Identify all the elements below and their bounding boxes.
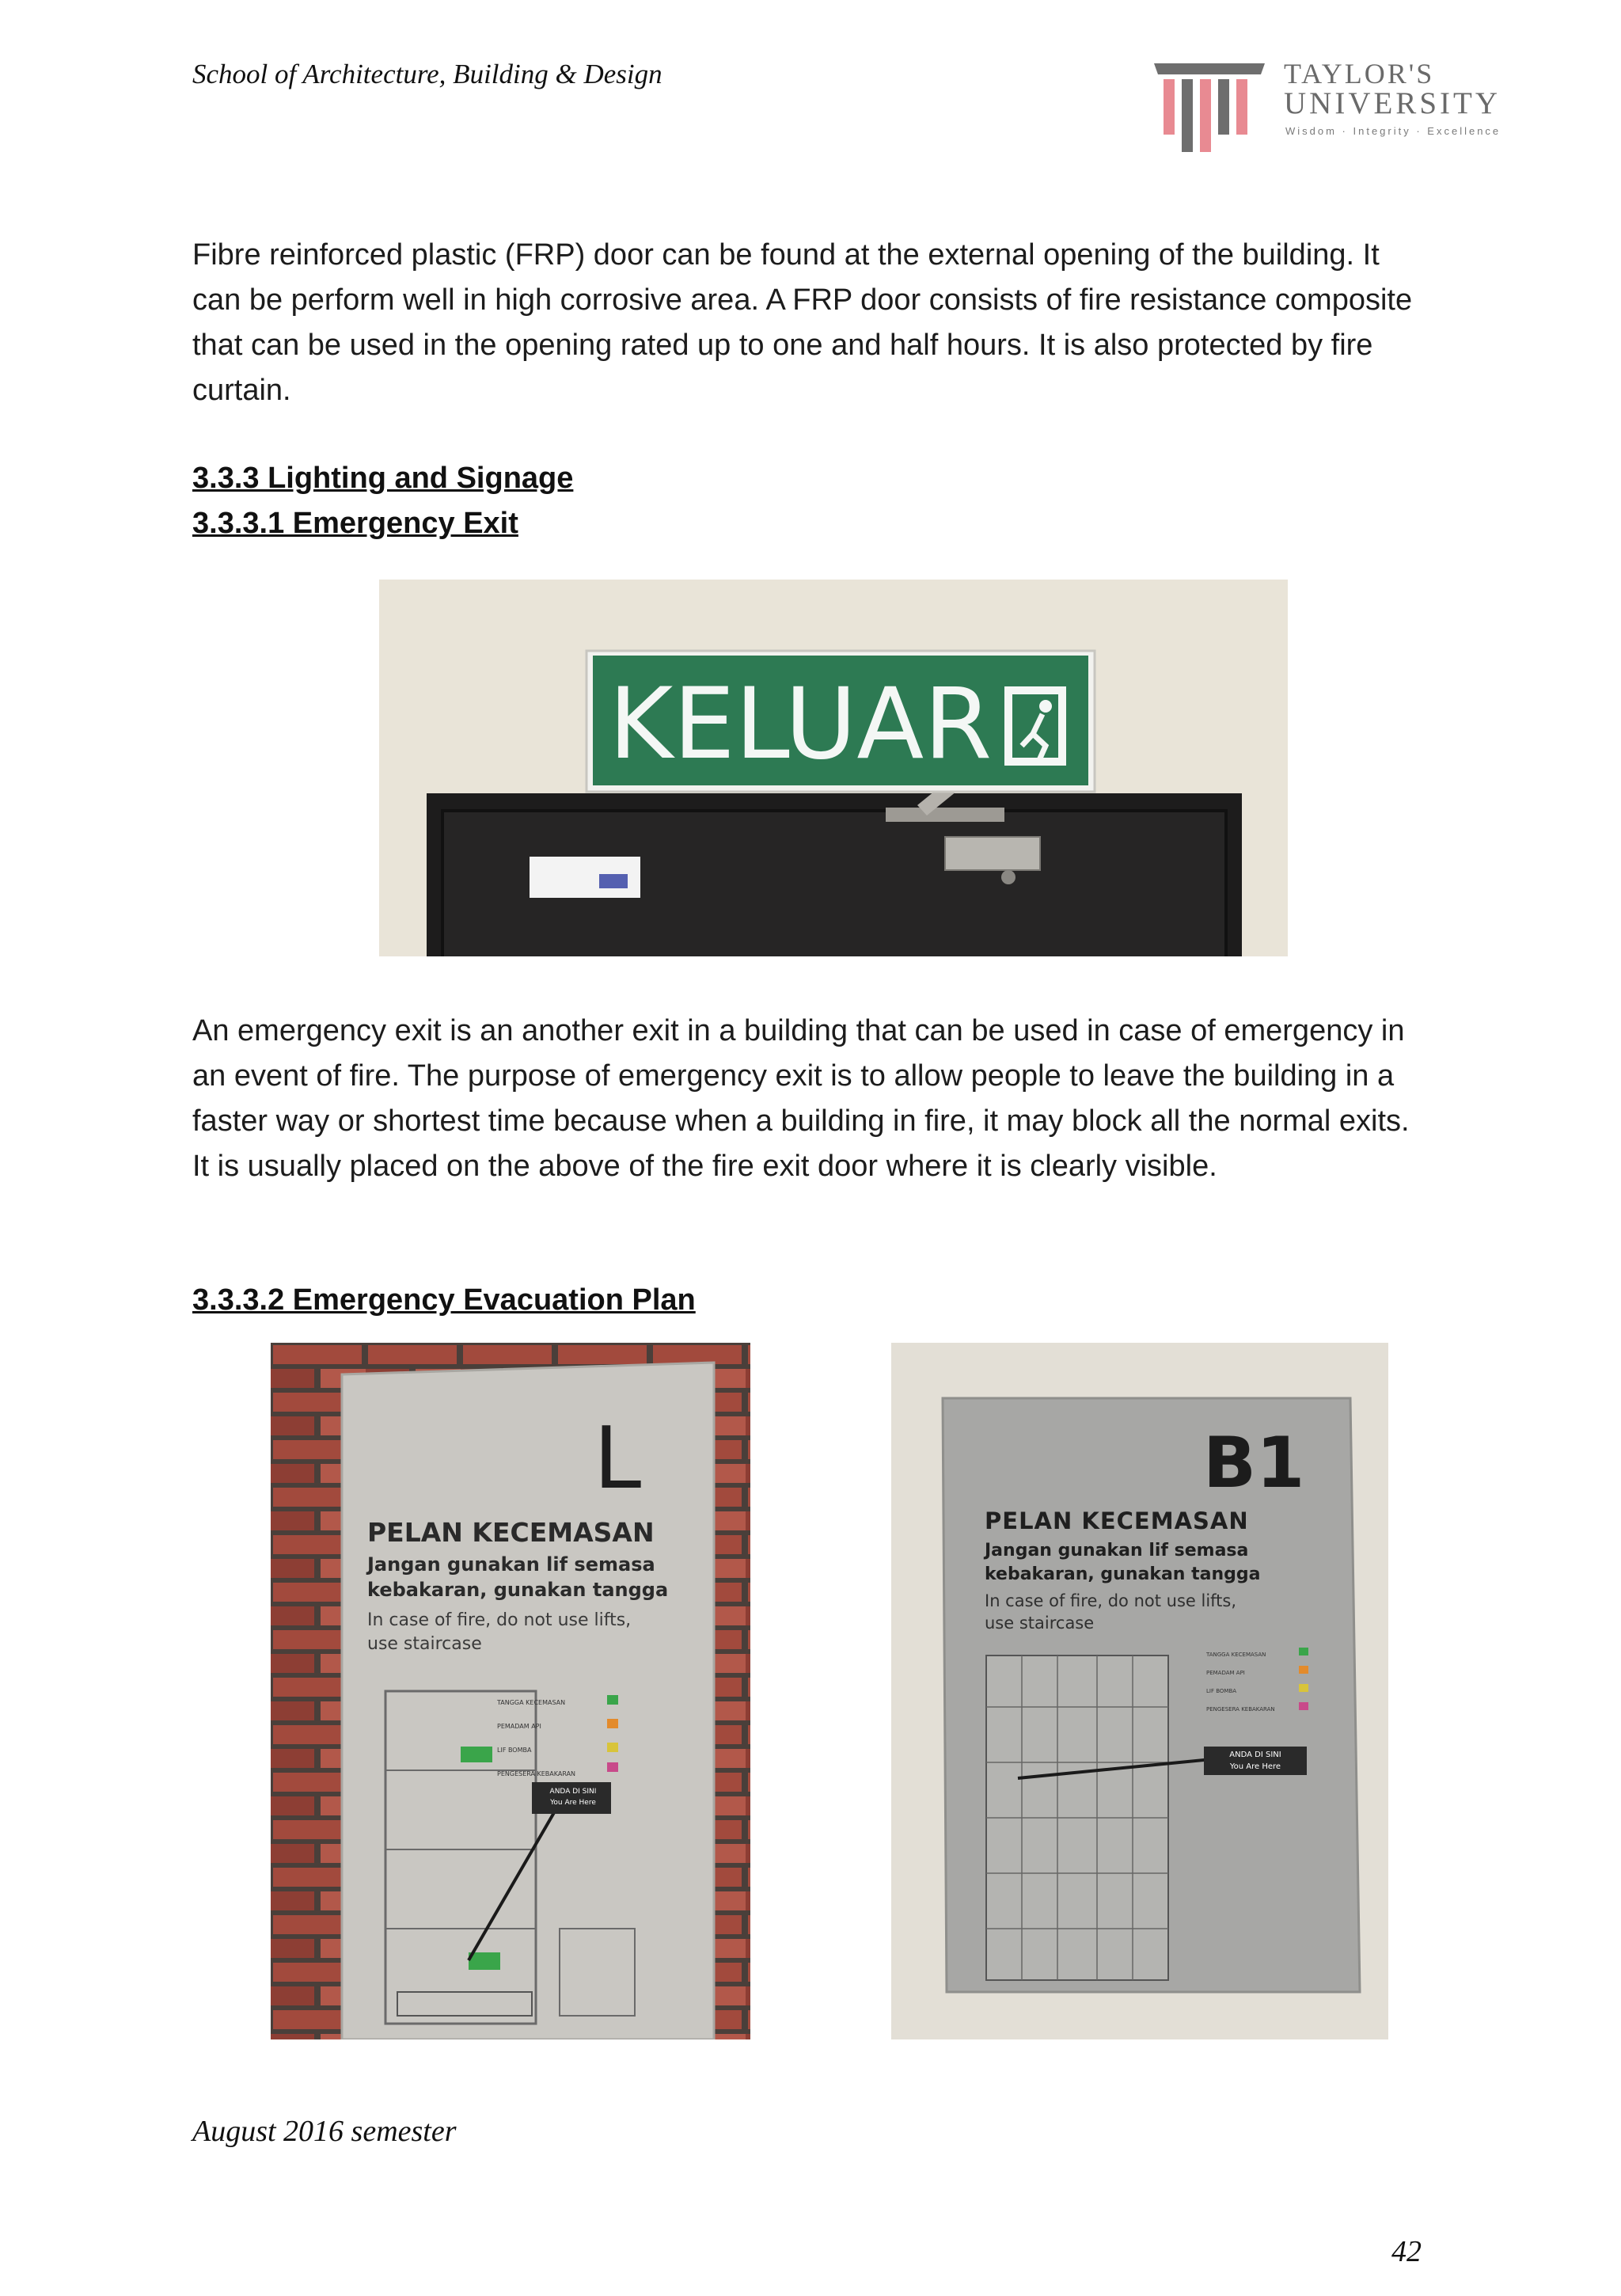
plan-left-legend <box>497 1691 600 1786</box>
legend-item: PEMADAM API <box>497 1723 541 1730</box>
you-are-here-english: You Are Here <box>1229 1762 1281 1771</box>
emergency-exit-photo <box>379 580 1288 956</box>
plan-right-malay-1: Jangan gunakan lif semasa <box>985 1541 1249 1560</box>
paragraph-frp-door: Fibre reinforced plastic (FRP) door can be found at the external opening of the building. It can be perform well in high corrosive area. A FRP door consists of fire resistance composite that can be used in the opening rated up to one and half hours. It is also protected by fire curtain. <box>192 238 1413 407</box>
logo-name-line2: UNIVERSITY <box>1284 86 1501 120</box>
heading-emergency-exit: 3.3.3.1 Emergency Exit <box>192 507 518 540</box>
legend-item: PEMADAM API <box>1206 1670 1245 1676</box>
heading-evacuation-plan: 3.3.3.2 Emergency Evacuation Plan <box>192 1283 696 1317</box>
you-are-here-english: You Are Here <box>550 1799 596 1807</box>
plan-right-malay-2: kebakaran, gunakan tangga <box>985 1564 1261 1584</box>
logo-name-line1: TAYLOR'S <box>1284 58 1435 89</box>
plan-right-level: B1 <box>1203 1422 1305 1503</box>
plan-left-title: PELAN KECEMASAN <box>367 1517 655 1548</box>
legend-item: TANGGA KECEMASAN <box>1206 1652 1266 1658</box>
plan-right-legend <box>1206 1646 1295 1719</box>
logo-tagline: Wisdom · Integrity · Excellence <box>1285 125 1501 137</box>
evacuation-plan-photo-right <box>891 1343 1388 2039</box>
paragraph-emergency-exit: An emergency exit is an another exit in a building that can be used in case of emergency in an event of fire. The purpose of emergency exit is to allow people to leave the building in a faster way or shortest time because when a building in fire, it may block all the normal exits. It is usually placed on the above of the fire exit door where it is clearly visible. <box>192 1014 1410 1183</box>
plan-right-title: PELAN KECEMASAN <box>985 1507 1249 1534</box>
legend-item: PENGESERA KEBAKARAN <box>497 1770 576 1777</box>
header-school-name: School of Architecture, Building & Design <box>192 59 662 89</box>
exit-sign-text: KELUAR <box>609 667 993 781</box>
legend-item: TANGGA KECEMASAN <box>497 1699 566 1706</box>
plan-left-level: L <box>594 1409 642 1508</box>
legend-item: PENGESERA KEBAKARAN <box>1206 1706 1275 1712</box>
you-are-here-malay: ANDA DI SINI <box>1229 1751 1281 1759</box>
heading-lighting-signage: 3.3.3 Lighting and Signage <box>192 462 574 495</box>
plan-left-english-1: In case of fire, do not use lifts, <box>367 1610 632 1630</box>
plan-right-english-2: use staircase <box>985 1614 1095 1633</box>
plan-left-malay-2: kebakaran, gunakan tangga <box>367 1579 669 1601</box>
plan-right-english-1: In case of fire, do not use lifts, <box>985 1591 1237 1610</box>
plan-left-english-2: use staircase <box>367 1634 482 1654</box>
legend-item: LIF BOMBA <box>497 1747 532 1754</box>
plan-left-malay-1: Jangan gunakan lif semasa <box>367 1553 655 1576</box>
legend-item: LIF BOMBA <box>1206 1688 1237 1694</box>
plan-left-you-are-here <box>535 1786 611 1808</box>
page-number: 42 <box>1391 2235 1422 2268</box>
footer-semester: August 2016 semester <box>192 2115 457 2148</box>
taylors-logo-icon <box>1154 63 1265 154</box>
evacuation-plan-photo-left <box>271 1343 750 2039</box>
plan-right-you-are-here <box>1204 1749 1307 1773</box>
you-are-here-malay: ANDA DI SINI <box>549 1788 597 1796</box>
